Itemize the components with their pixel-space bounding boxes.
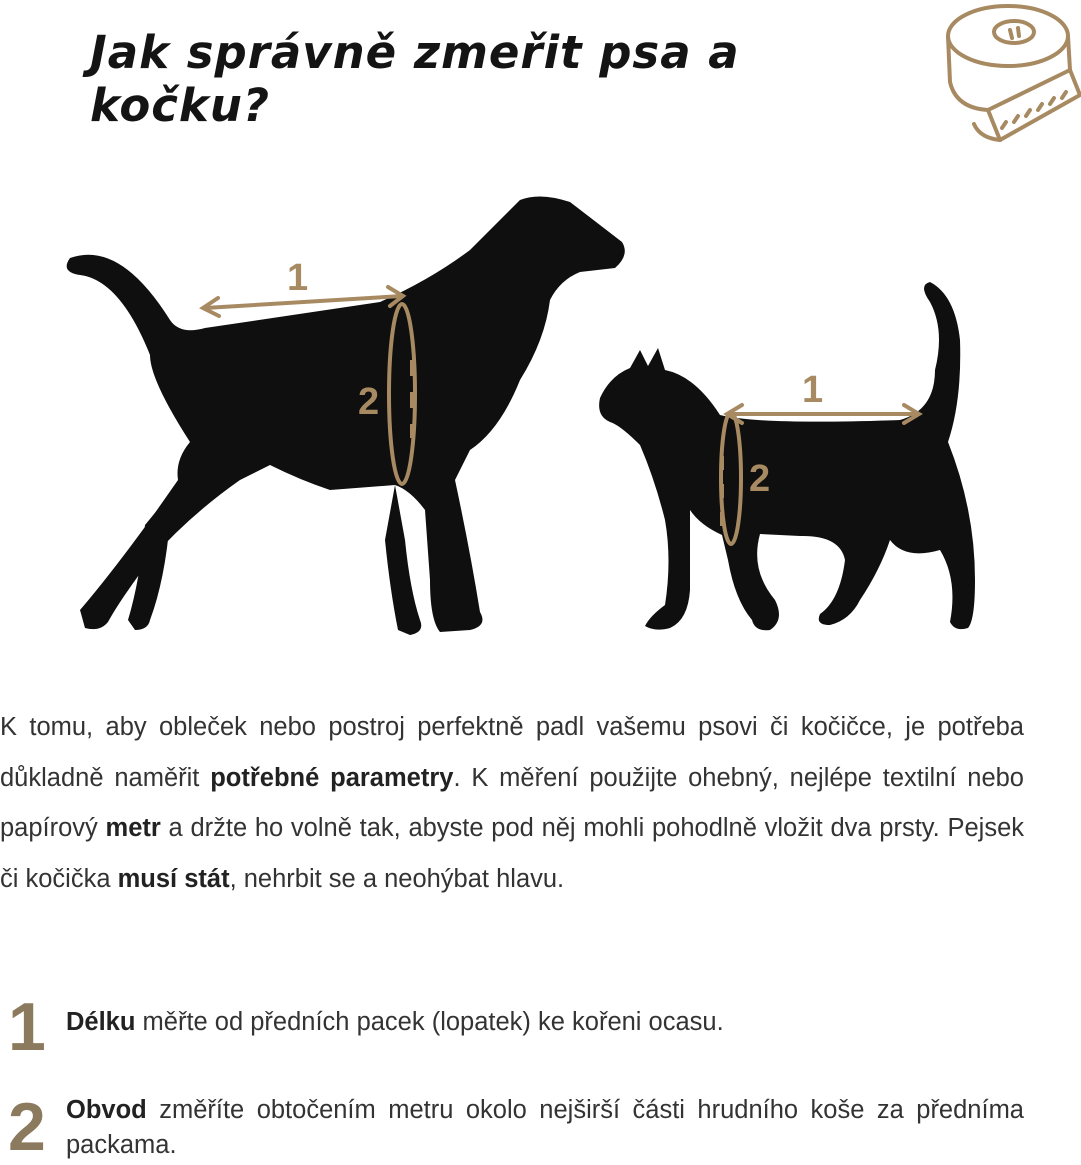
step-number: 1	[8, 989, 46, 1065]
dog-girth-label: 2	[358, 381, 380, 423]
step-number: 2	[8, 1089, 46, 1165]
intro-bold-parameters: potřebné parametry	[210, 763, 454, 792]
intro-bold-musi-stat: musí stát	[117, 864, 230, 893]
step-description: měřte od předních pacek (lopatek) ke kořeni ocasu.	[135, 1008, 724, 1036]
measurement-illustration	[0, 180, 1081, 650]
cat-length-label: 1	[802, 369, 824, 411]
intro-text: . K měření použijte ohebný, nejlépe textilní nebo papírový	[0, 763, 1024, 842]
cat-girth-label: 2	[749, 458, 771, 500]
intro-paragraph	[0, 702, 1024, 904]
intro-text: a držte ho volně tak, abyste pod něj mohli pohodlně vložit dva prsty. Pejsek či kočička	[0, 814, 1024, 893]
dog-silhouette	[67, 196, 625, 635]
step-description: změříte obtočením metru okolo nejširší části hrudního koše za předníma packama.	[66, 1096, 1024, 1159]
page-title: Jak správně zmeřit psa a kočku?	[90, 26, 740, 132]
step-bold: Obvod	[66, 1096, 147, 1124]
step-bold: Délku	[66, 1008, 136, 1036]
cat-silhouette	[599, 282, 975, 630]
intro-text: , nehrbit se a neohýbat hlavu.	[229, 864, 565, 893]
dog-length-label: 1	[287, 257, 309, 299]
intro-bold-metr: metr	[105, 814, 161, 842]
intro-text: K tomu, aby obleček nebo postroj perfektně padl vašemu psovi či kočičce, je potřeba důkladně naměřit	[0, 713, 1024, 792]
measuring-tape-icon	[940, 0, 1081, 155]
step-text	[66, 1005, 1024, 1040]
step-text	[66, 1093, 1024, 1163]
